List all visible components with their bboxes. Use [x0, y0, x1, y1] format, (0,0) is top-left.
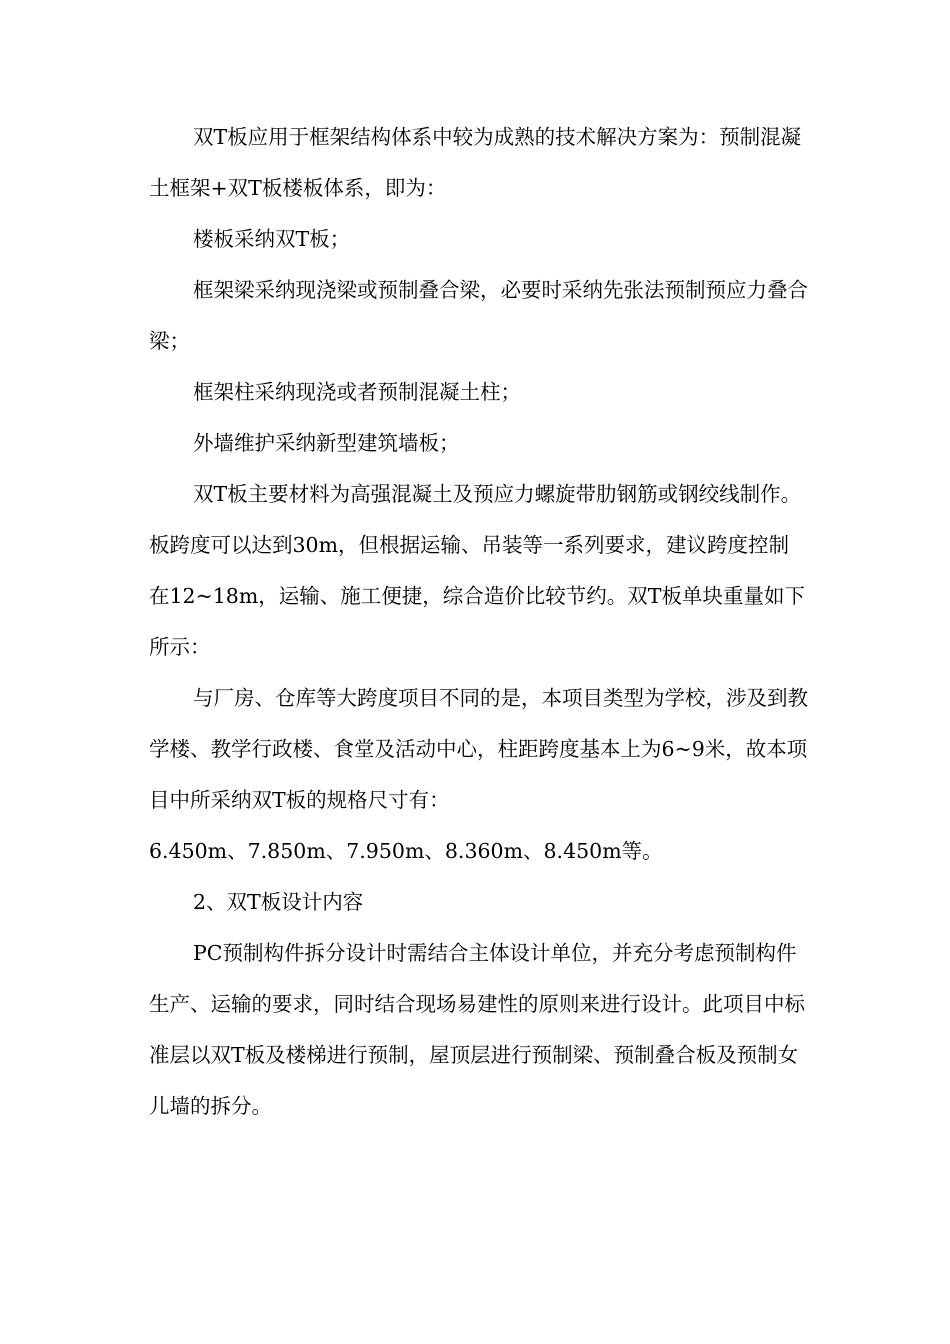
- paragraph-materials-span: 双T板主要材料为高强混凝土及预应力螺旋带肋钢筋或钢绞线制作。板跨度可以达到30m，但根据运输、吊装等一系列要求，建议跨度控制在12~18m，运输、施工便捷，综合造价比较节约。双T板单块重量如下所示：: [149, 482, 805, 659]
- paragraph-project-type: 与厂房、仓库等大跨度项目不同的是，本项目类型为学校，涉及到教学楼、教学行政楼、食堂及活动中心，柱距跨度基本上为6~9米，故本项目中所采纳双T板的规格尺寸有：: [149, 686, 808, 812]
- paragraph-slab-sizes: 6.450m、7.850m、7.950m、8.360m、8.450m等。: [149, 839, 663, 863]
- paragraph-floor-slab: 楼板采纳双T板；: [193, 227, 351, 251]
- paragraph-frame-column: 框架柱采纳现浇或者预制混凝土柱；: [193, 380, 521, 404]
- document-body: [149, 112, 809, 1132]
- paragraph-frame-beam: 框架梁采纳现浇梁或预制叠合梁，必要时采纳先张法预制预应力叠合梁；: [149, 278, 808, 353]
- paragraph-pc-split-design: PC预制构件拆分设计时需结合主体设计单位，并充分考虑预制构件生产、运输的要求，同时结合现场易建性的原则来进行设计。此项目中标准层以双T板及楼梯进行预制，屋顶层进行预制梁、预制叠合板及预制女儿墙的拆分。: [149, 941, 805, 1118]
- section-heading-design-content: 2、双T板设计内容: [193, 890, 364, 914]
- paragraph-exterior-wall: 外墙维护采纳新型建筑墙板；: [193, 431, 460, 455]
- paragraph-double-t-solution: 双T板应用于框架结构体系中较为成熟的技术解决方案为：预制混凝土框架+双T板楼板体系，即为：: [149, 125, 802, 200]
